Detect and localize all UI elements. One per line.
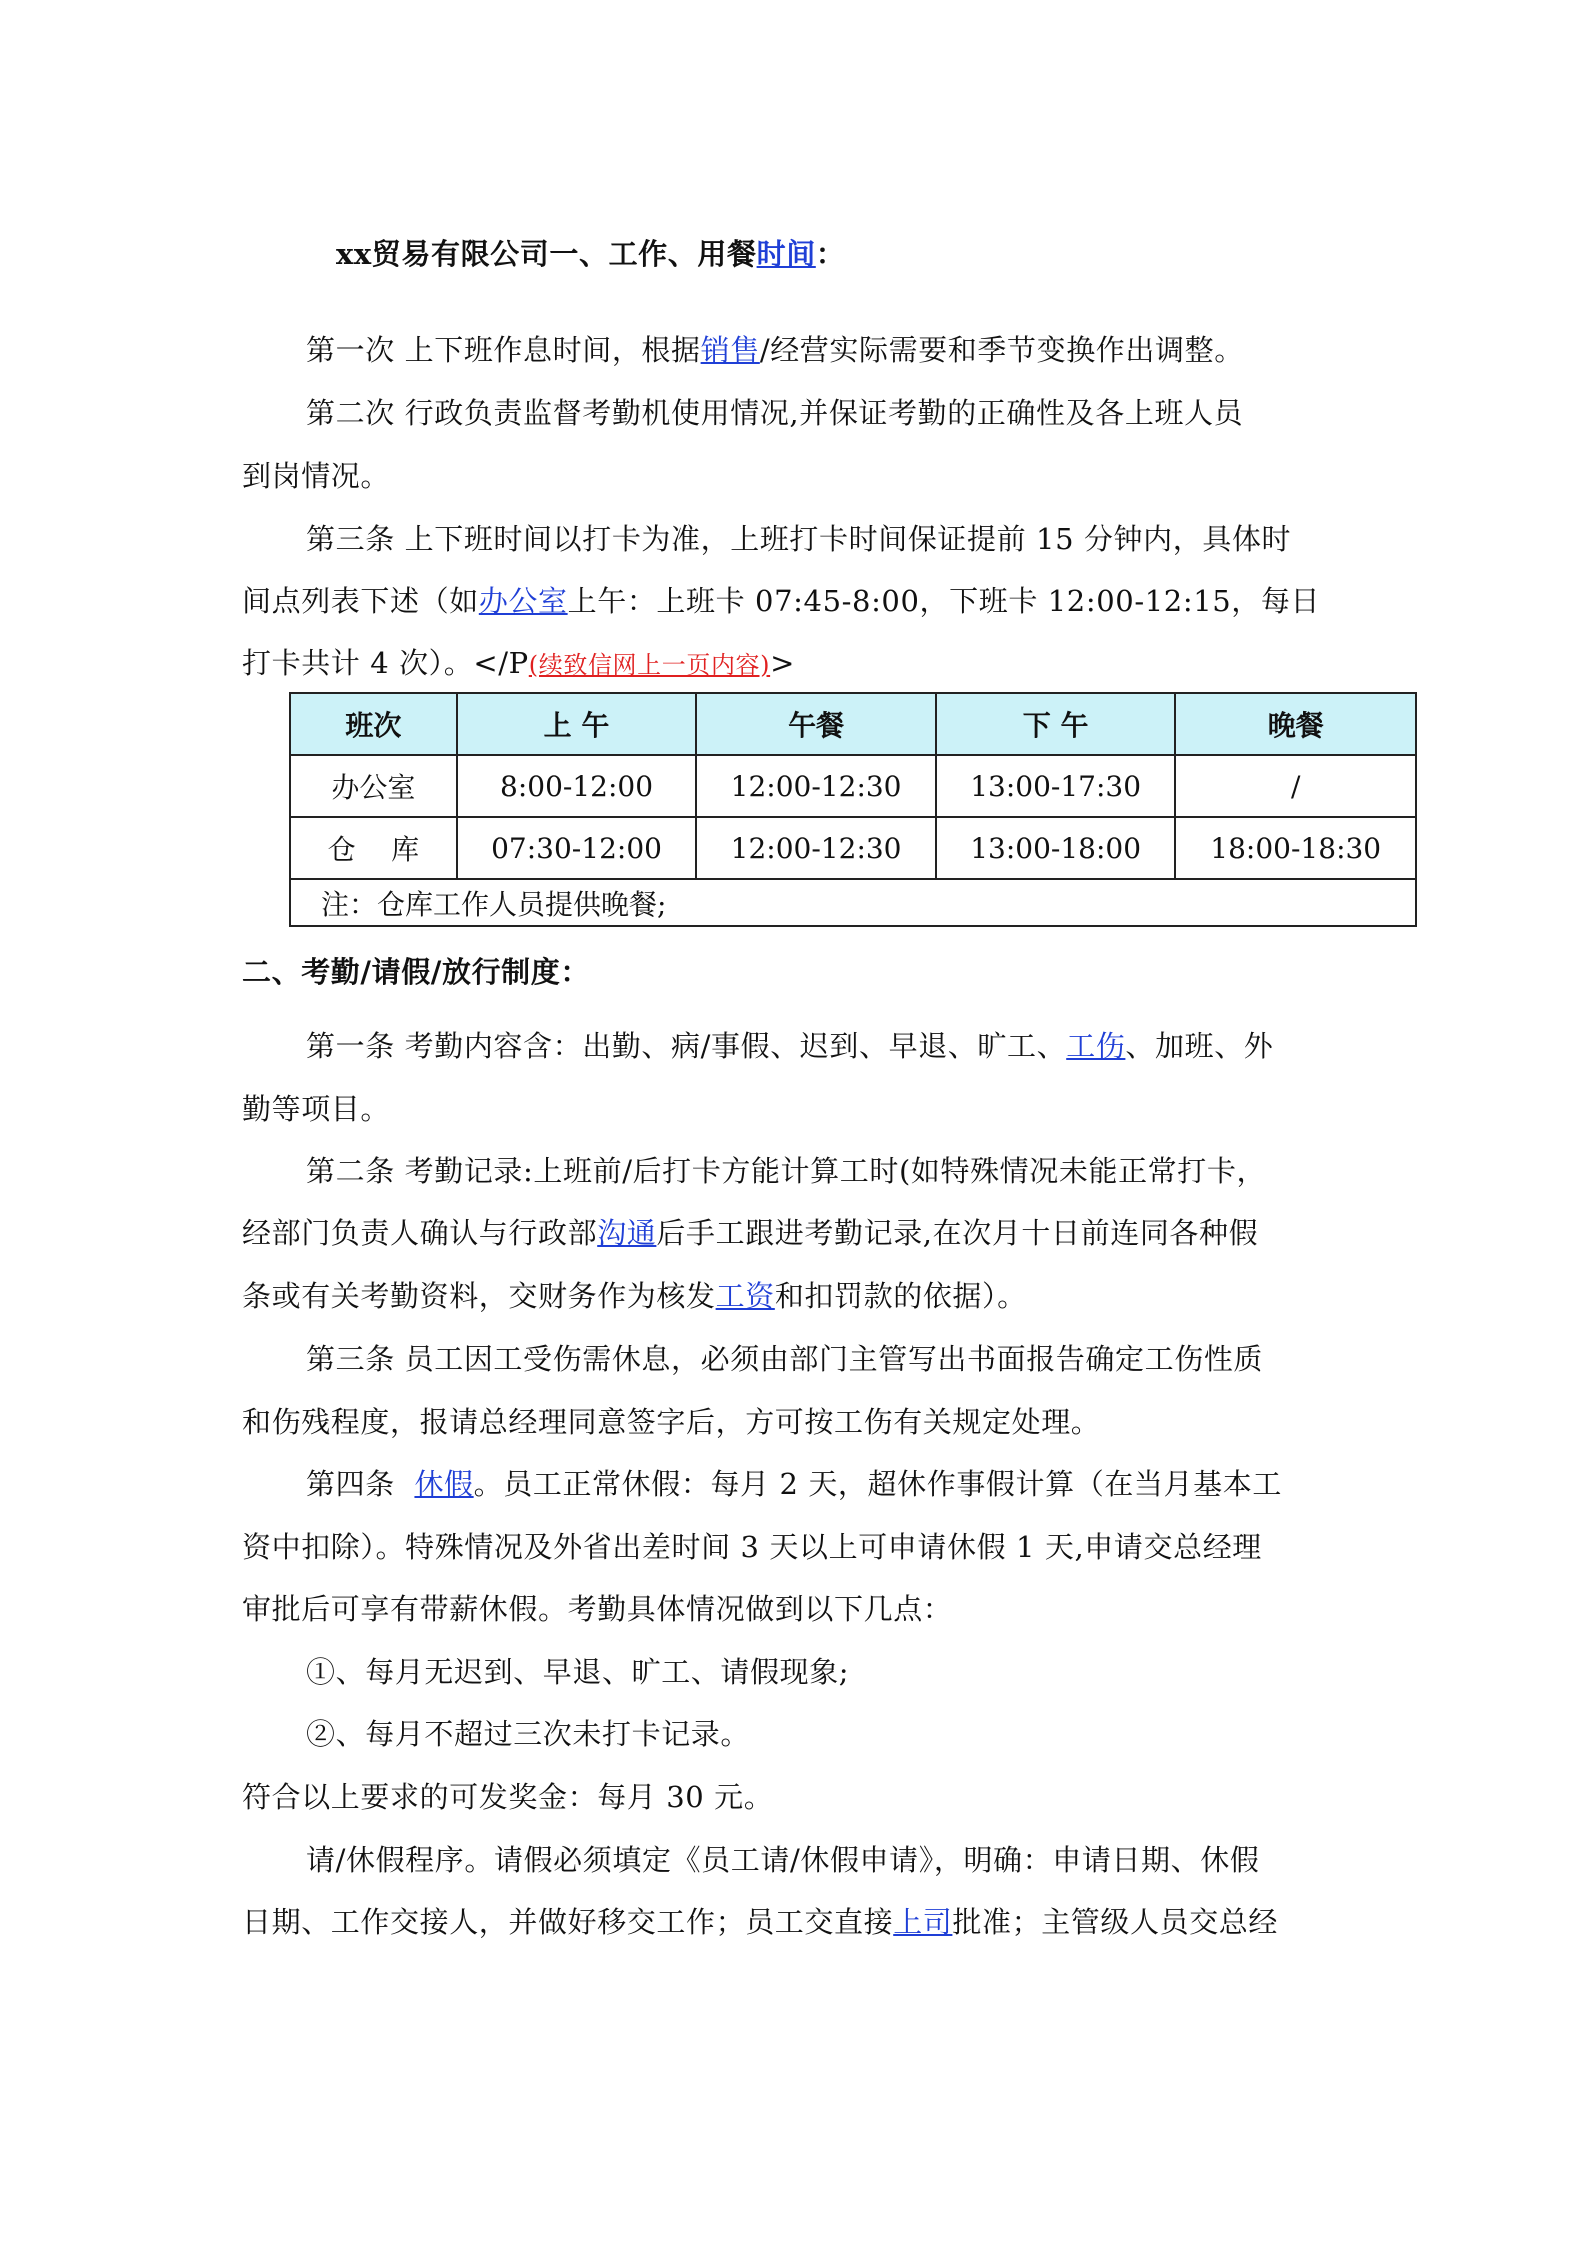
text: >: [770, 646, 796, 680]
article-2-4-line3: 审批后可享有带薪休假。考勤具体情况做到以下几点：: [242, 1592, 953, 1626]
article-2-1-line1: [306, 1026, 1273, 1066]
article-2-3-line1: 第三条 员工因工受伤需休息，必须由部门主管写出书面报告确定工伤性质: [306, 1342, 1264, 1376]
list-item-2: ②、每月不超过三次未打卡记录。: [306, 1717, 751, 1751]
section-2-title: 二、考勤/请假/放行制度：: [242, 955, 590, 989]
leave-procedure-line1: 请/休假程序。请假必须填定《员工请/休假申请》，明确：申请日期、休假: [306, 1843, 1260, 1877]
schedule-table: [289, 692, 1417, 927]
page-title: [336, 234, 845, 274]
header-morning: 上 午: [457, 693, 697, 755]
text: 第四条: [306, 1467, 415, 1501]
text: 条或有关考勤资料，交财务作为核发: [242, 1279, 716, 1313]
link-injury[interactable]: 工伤: [1066, 1029, 1126, 1063]
link-time[interactable]: 时间: [756, 237, 816, 271]
cell: 办公室: [290, 755, 457, 817]
cell: 13:00-17:30: [936, 755, 1176, 817]
link-office[interactable]: 办公室: [478, 584, 568, 618]
article-2-2-line3: [242, 1276, 1027, 1316]
article-1-2-line2: 到岗情况。: [242, 459, 391, 493]
text: 上午：上班卡 07:45-8:00，下班卡 12:00-12:15，每日: [567, 584, 1321, 618]
article-1-3-line1: 第三条 上下班时间以打卡为准，上班打卡时间保证提前 15 分钟内，具体时: [306, 522, 1292, 556]
link-sales[interactable]: 销售: [700, 333, 760, 367]
cell: 12:00-12:30: [696, 817, 936, 879]
cell: 12:00-12:30: [696, 755, 936, 817]
text: 间点列表下述（如: [242, 584, 479, 618]
header-lunch: 午餐: [696, 693, 936, 755]
table-header-row: [290, 693, 1416, 755]
article-2-2-line2: [242, 1213, 1258, 1253]
link-vacation[interactable]: 休假: [414, 1467, 474, 1501]
text: 经部门负责人确认与行政部: [242, 1216, 598, 1250]
list-item-1: ①、每月无迟到、早退、旷工、请假现象;: [306, 1655, 850, 1689]
cell: 13:00-18:00: [936, 817, 1176, 879]
article-1-2-line1: 第二次 行政负责监督考勤机使用情况,并保证考勤的正确性及各上班人员: [306, 396, 1244, 430]
cell: 仓 库: [290, 817, 457, 879]
title-colon: ：: [815, 237, 846, 271]
article-1-1: [306, 330, 1244, 370]
article-2-4-line2: 资中扣除）。特殊情况及外省出差时间 3 天以上可申请休假 1 天,申请交总经理: [242, 1530, 1262, 1564]
table-row: [290, 817, 1416, 879]
article-1-3-line2: [242, 581, 1320, 621]
text: 日期、工作交接人，并做好移交工作；员工交直接: [242, 1905, 894, 1939]
article-2-4-line1: [306, 1464, 1282, 1504]
text: 打卡共计 4 次）。</P: [242, 646, 529, 680]
table-note-row: [290, 879, 1416, 926]
text: 批准；主管级人员交总经: [952, 1905, 1279, 1939]
link-salary[interactable]: 工资: [715, 1279, 775, 1313]
header-afternoon: 下 午: [936, 693, 1176, 755]
text: /经营实际需要和季节变换作出调整。: [759, 333, 1244, 367]
link-continued[interactable]: (续致信网上一页内容): [528, 651, 771, 679]
link-communicate[interactable]: 沟通: [597, 1216, 657, 1250]
text: 、加班、外: [1125, 1029, 1274, 1063]
cell: 18:00-18:30: [1175, 817, 1416, 879]
article-2-2-line1: 第二条 考勤记录:上班前/后打卡方能计算工时(如特殊情况未能正常打卡，: [306, 1154, 1267, 1188]
cell: /: [1175, 755, 1416, 817]
article-1-3-line3: [242, 643, 795, 685]
cell: 8:00-12:00: [457, 755, 697, 817]
cell: 07:30-12:00: [457, 817, 697, 879]
text: 和扣罚款的依据）。: [774, 1279, 1027, 1313]
table-note: 注：仓库工作人员提供晚餐;: [290, 879, 1416, 926]
header-dinner: 晚餐: [1175, 693, 1416, 755]
header-shift: 班次: [290, 693, 457, 755]
text: 第一次 上下班作息时间，根据: [306, 333, 701, 367]
title-text: xx贸易有限公司一、工作、用餐: [336, 237, 757, 271]
text: 。员工正常休假：每月 2 天，超休作事假计算（在当月基本工: [473, 1467, 1282, 1501]
text: 第一条 考勤内容含：出勤、病/事假、迟到、早退、旷工、: [306, 1029, 1067, 1063]
bonus-line: 符合以上要求的可发奖金：每月 30 元。: [242, 1780, 774, 1814]
table-row: [290, 755, 1416, 817]
leave-procedure-line2: [242, 1902, 1278, 1942]
article-2-1-line2: 勤等项目。: [242, 1092, 391, 1126]
link-supervisor[interactable]: 上司: [893, 1905, 953, 1939]
article-2-3-line2: 和伤残程度，报请总经理同意签字后，方可按工伤有关规定处理。: [242, 1405, 1101, 1439]
text: 后手工跟进考勤记录,在次月十日前连同各种假: [656, 1216, 1259, 1250]
